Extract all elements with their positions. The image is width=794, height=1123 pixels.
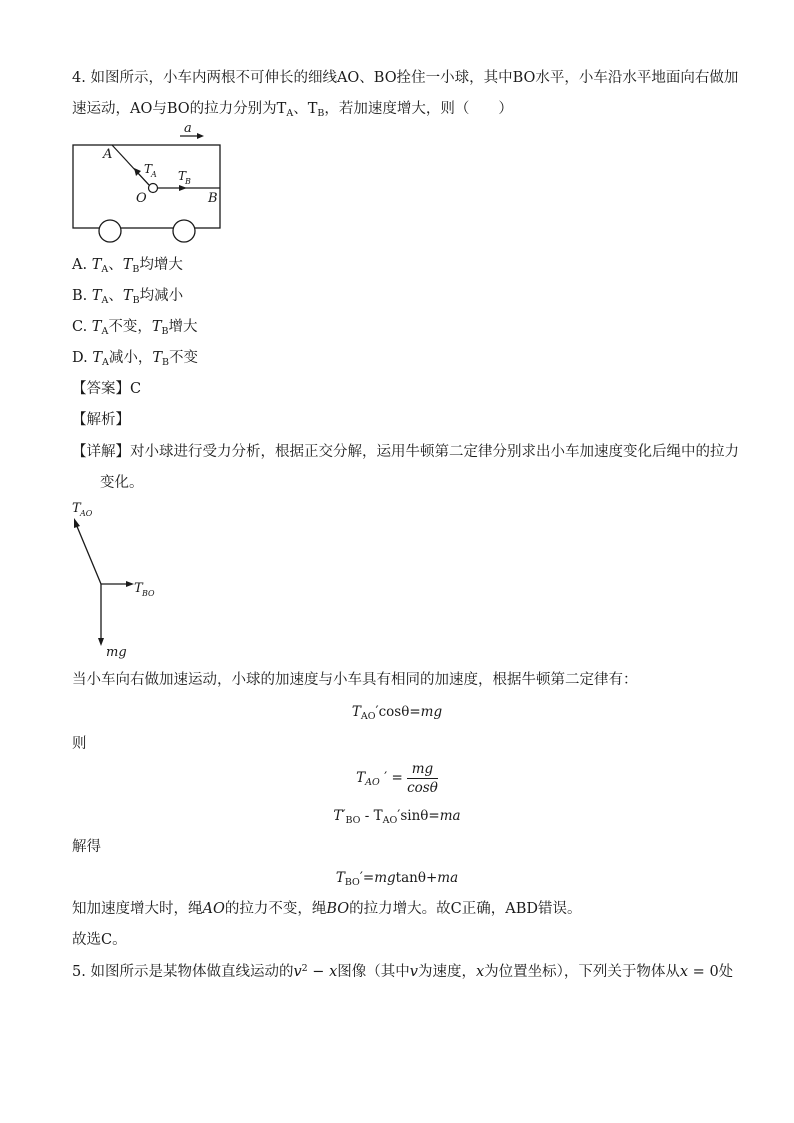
- eq3-sub: BO: [345, 815, 361, 826]
- analysis-label: 【解析】: [72, 412, 130, 428]
- label-TA-sub: A: [151, 170, 157, 179]
- q5-sup: 2: [301, 963, 308, 974]
- equation-4: [0, 868, 794, 888]
- force-tbo-head: [126, 581, 134, 587]
- q5-x: x: [475, 964, 485, 980]
- q5-stem: [72, 962, 733, 982]
- final-choice: 故选C。: [72, 932, 127, 948]
- option-t: T: [91, 288, 102, 304]
- answer-line: [72, 379, 141, 399]
- para1: 当小车向右做加速运动，小球的加速度与小车具有相同的加速度，根据牛顿第二定律有：: [72, 672, 638, 688]
- cart-wheel-left: [99, 220, 121, 242]
- option-sub: A: [101, 264, 109, 275]
- accel-arrow-head: [197, 133, 204, 139]
- detail-line2: 变化。: [100, 475, 144, 491]
- option-sub: A: [101, 326, 109, 337]
- q4-stem-text1: 如图所示，小车内两根不可伸长的细线AO、BO拴住一小球，其中BO水平，小车沿水平地面向右做加: [90, 70, 739, 86]
- eq1-sub: AO: [360, 711, 376, 722]
- cart-figure: [60, 118, 240, 248]
- ze-text: 则: [72, 736, 87, 752]
- label-A: A: [103, 147, 113, 162]
- option-d[interactable]: [72, 348, 198, 368]
- option-sub2: B: [132, 264, 140, 275]
- equation-1: [0, 702, 794, 722]
- option-letter: D.: [72, 350, 88, 366]
- jiede-text: 解得: [72, 839, 101, 855]
- option-sep: 、: [108, 288, 123, 304]
- eq2-prime: ′ =: [379, 770, 403, 786]
- eq1-t: T: [351, 704, 361, 720]
- option-sub2: B: [162, 357, 170, 368]
- conc-mid: 的拉力不变，绳: [224, 901, 327, 917]
- eq2-t: T: [356, 770, 366, 786]
- option-sep: 不变，: [108, 319, 152, 335]
- eq2-num: mg: [407, 760, 438, 779]
- eq4-rhs2: ma: [437, 870, 459, 886]
- q5-mid3: 为位置坐标），下列关于物体从: [484, 964, 680, 980]
- q4-stem-end: ，若加速度增大，则（ ）: [324, 101, 513, 117]
- answer-value: C: [130, 381, 142, 397]
- q4-number: 4.: [72, 70, 86, 86]
- q4-stem-line1: [72, 68, 738, 88]
- option-letter: C.: [72, 319, 88, 335]
- label-B: B: [208, 191, 218, 206]
- option-c[interactable]: [72, 317, 198, 337]
- q5-pre: 如图所示是某物体做直线运动的: [90, 964, 294, 980]
- option-sub2: B: [132, 295, 140, 306]
- eq4-tan: tanθ+: [395, 870, 438, 886]
- option-t: T: [91, 257, 102, 273]
- label-O: O: [136, 191, 147, 206]
- label-a: a: [184, 121, 192, 136]
- q5-x2: x: [679, 964, 689, 980]
- q5-minus-x: − x: [307, 964, 338, 980]
- option-b[interactable]: [72, 286, 183, 306]
- option-text: 增大: [168, 319, 198, 335]
- label-TB-sub: B: [185, 177, 191, 186]
- eq4-t: T: [335, 870, 345, 886]
- option-t2: T: [122, 288, 133, 304]
- eq3-t: T′: [333, 808, 346, 824]
- force-tao-head: [74, 518, 80, 528]
- eq2-den: cosθ: [407, 780, 438, 796]
- eq3-sub2: AO: [382, 815, 398, 826]
- option-t2: T: [151, 319, 162, 335]
- equation-2: [0, 760, 794, 797]
- option-text: 均增大: [139, 257, 183, 273]
- eq1-rhs: mg: [420, 704, 443, 720]
- answer-label: 【答案】: [72, 381, 130, 397]
- conc-ao: AO: [202, 901, 225, 917]
- option-t: T: [91, 319, 102, 335]
- detail-line1: [72, 442, 739, 462]
- option-text: 均减小: [139, 288, 184, 304]
- eq2-sub: AO: [365, 777, 380, 788]
- eq3-rhs: ma: [439, 808, 461, 824]
- q5-mid2: 为速度，: [417, 964, 476, 980]
- equation-3: [0, 806, 794, 826]
- detail-text1: 对小球进行受力分析，根据正交分解，运用牛顿第二定律分别求出小车加速度变化后绳中的拉力: [130, 444, 739, 460]
- option-sep: 、: [108, 257, 123, 273]
- q5-mid: 图像（其中: [337, 964, 410, 980]
- label-tao: T: [72, 501, 81, 516]
- option-t2: T: [122, 257, 133, 273]
- conc-pre: 知加速度增大时，绳: [72, 901, 203, 917]
- option-text: 不变: [169, 350, 199, 366]
- eq3-rest: ′sinθ=: [397, 808, 440, 824]
- eq4-sub: BO: [344, 877, 360, 888]
- label-TB: T: [178, 169, 187, 183]
- q5-v: v: [293, 964, 302, 980]
- cart-wheel-right: [173, 220, 195, 242]
- option-a[interactable]: [72, 255, 183, 275]
- option-sep: 减小，: [108, 350, 153, 366]
- conc-end: 的拉力增大。故C正确，ABD错误。: [349, 901, 582, 917]
- eq4-rhs1: mg: [374, 870, 396, 886]
- option-sub2: B: [161, 326, 169, 337]
- ball: [149, 184, 158, 193]
- conc-bo: BO: [326, 901, 350, 917]
- q4-stem-text2: 速运动，AO与BO的拉力分别为T: [72, 101, 287, 117]
- label-mg: mg: [106, 645, 127, 660]
- detail-label: 【详解】: [72, 444, 130, 460]
- q5-v2: v: [409, 964, 418, 980]
- label-tao-sub: AO: [80, 509, 93, 518]
- eq2-fraction: [407, 760, 438, 797]
- eq1-rest: ′cosθ=: [375, 704, 421, 720]
- force-diagram: [66, 498, 176, 663]
- cart-body: [73, 145, 220, 228]
- option-t2: T: [152, 350, 163, 366]
- eq3-mid: - T: [360, 808, 383, 824]
- sub-b: B: [317, 108, 325, 119]
- force-tao-line: [76, 524, 101, 584]
- option-sub: A: [102, 357, 109, 368]
- label-tbo: T: [134, 581, 143, 596]
- eq4-rest: ′=: [359, 870, 375, 886]
- q5-end: 处: [718, 964, 734, 980]
- option-letter: A.: [72, 257, 88, 273]
- q5-eq: = 0: [688, 964, 719, 980]
- label-tbo-sub: BO: [142, 589, 155, 598]
- conclusion: [72, 899, 582, 919]
- q4-stem-mid: 、T: [293, 101, 318, 117]
- sub-a: A: [286, 108, 294, 119]
- option-t: T: [92, 350, 102, 366]
- force-mg-head: [98, 638, 104, 646]
- option-letter: B.: [72, 288, 88, 304]
- q4-stem-line2: [72, 99, 513, 119]
- label-TA: T: [144, 162, 153, 176]
- option-sub: A: [101, 295, 109, 306]
- q5-number: 5.: [72, 964, 86, 980]
